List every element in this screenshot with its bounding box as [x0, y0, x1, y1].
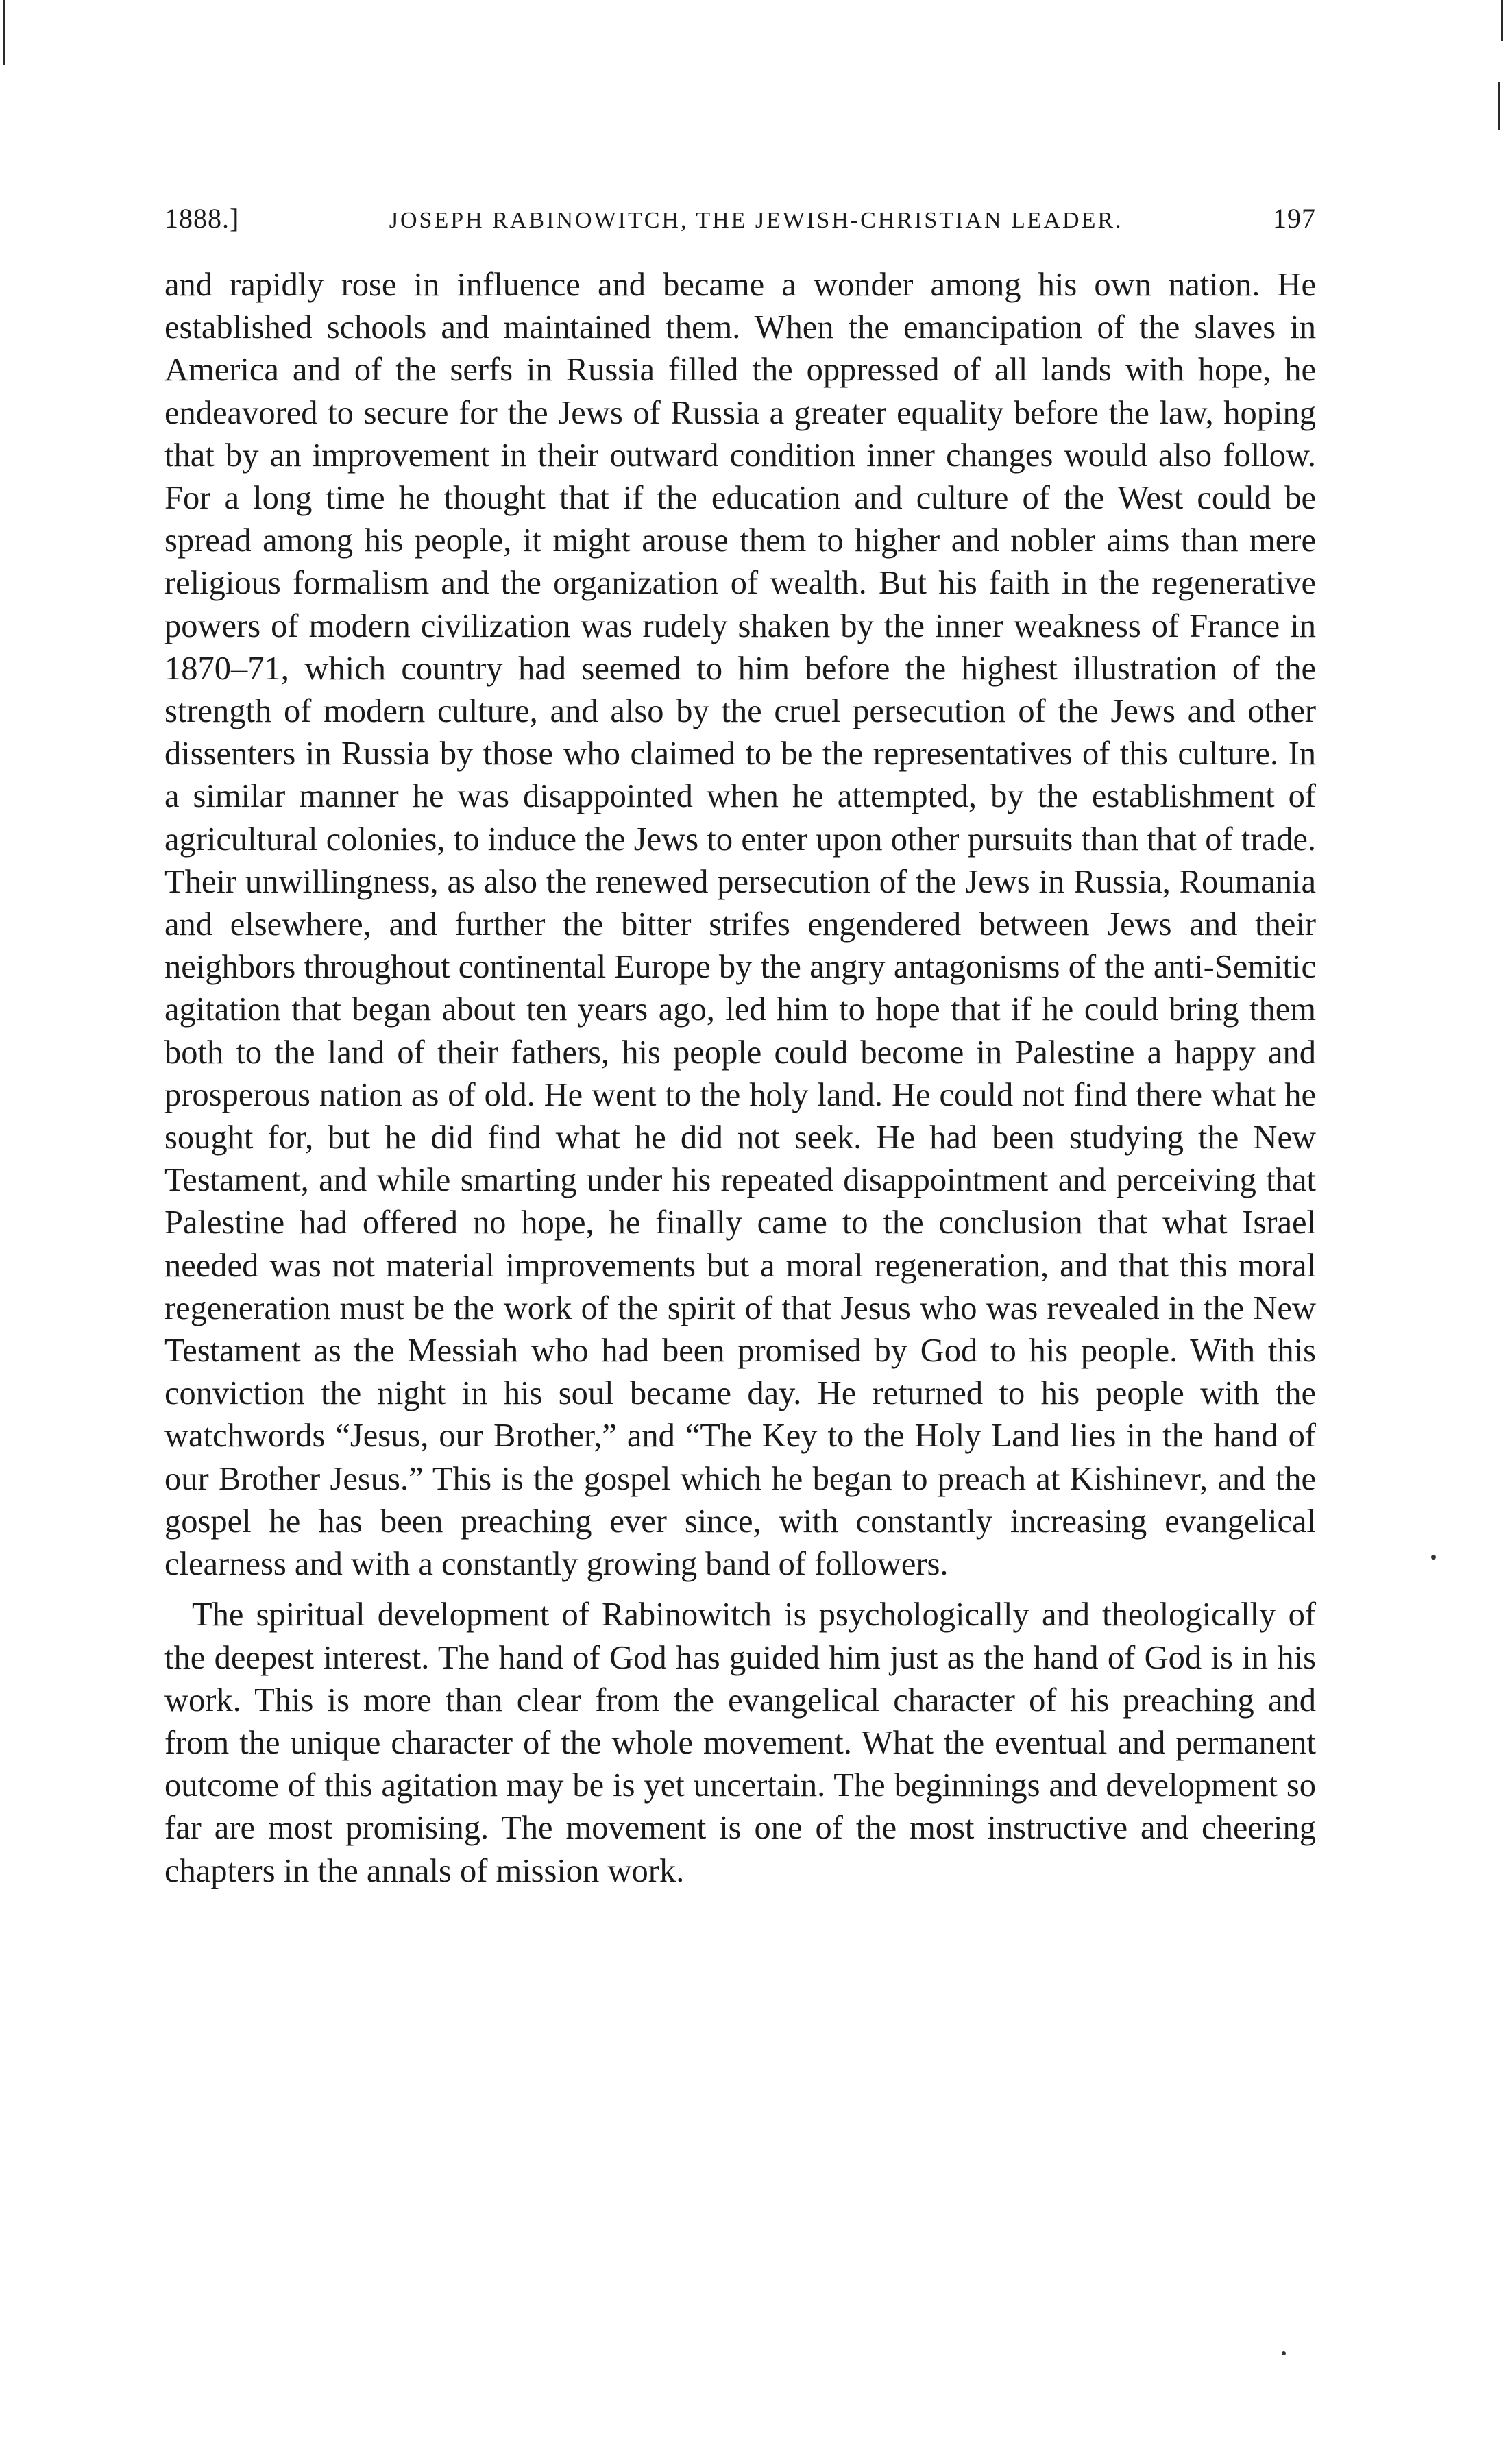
- paragraph-spiritual-development: The spiritual development of Rabinowitch is psychologically and theologically of the deepest interest. The hand of God has guided him just as the hand of God is in his work. This is more than clear from the evangelical character of his preaching and from the unique character of the whole movement. What the eventual and permanent outcome of this agitation may be is yet uncertain. The beginnings and development so far are most promising. The movement is one of the most instructive and cheering chapters in the annals of mission work.: [164, 1597, 1316, 1889]
- running-title: JOSEPH RABINOWITCH, THE JEWISH-CHRISTIAN LEADER.: [389, 208, 1123, 233]
- scan-speck: [1431, 1555, 1436, 1560]
- paragraph-continuation: and rapidly rose in influence and became a wonder among his own nation. He established schools and maintained them. When the emancipation of the slaves in America and of the serfs in Russia filled the oppressed of all lands with hope, he endeavored to secure for the Jews of Russia a greater equality before the law, hoping that by an improvement in their outward condition inner changes would also follow. For a long time he thought that if the education and culture of the West could be spread among his people, it might arouse them to higher and nobler aims than mere religious formalism and the organization of wealth. But his faith in the regenerative powers of modern civilization was rudely shaken by the inner weakness of France in 1870–71, which country had seemed to him before the highest illustration of the strength of modern culture, and also by the cruel persecution of the Jews and other dissenters in Russia by those who claimed to be the representatives of this culture. In a similar manner he was disappointed when he attempted, by the establishment of agricultural colonies, to induce the Jews to enter upon other pursuits than that of trade. Their unwillingness, as also the renewed persecution of the Jews in Russia, Roumania and elsewhere, and further the bitter strifes engendered between Jews and their neighbors throughout continental Europe by the angry antagonisms of the anti-Semitic agitation that began about ten years ago, led him to hope that if he could bring them both to the land of their fathers, his people could become in Palestine a happy and prosperous nation as of old. He went to the holy land. He could not find there what he sought for, but he did find what he did not seek. He had been studying the New Testament, and while smarting under his repeated disappointment and perceiving that Palestine had offered no hope, he finally came to the conclusion that what Israel needed was not material improvements but a moral regeneration, and that this moral regeneration must be the work of the spirit of that Jesus who was revealed in the New Testament as the Messiah who had been promised by God to his people. With this conviction the night in his soul became day. He returned to his people with the watchwords “Jesus, our Brother,” and “The Key to the Holy Land lies in the hand of our Brother Jesus.” This is the gospel which he began to preach at Kishinevr, and the gospel he has been preaching ever since, with constantly increasing evangelical clearness and with a constantly growing band of followers.: [164, 267, 1316, 1583]
- scan-edge-mark-left: [3, 0, 5, 65]
- scan-edge-mark-right: [1501, 0, 1503, 41]
- scan-speck: [1282, 2351, 1286, 2355]
- body-text: [164, 264, 1316, 1893]
- page-header: [164, 202, 1316, 243]
- header-year: 1888.]: [164, 203, 240, 234]
- scan-edge-mark-right-2: [1498, 82, 1500, 130]
- page-number: 197: [1273, 203, 1316, 234]
